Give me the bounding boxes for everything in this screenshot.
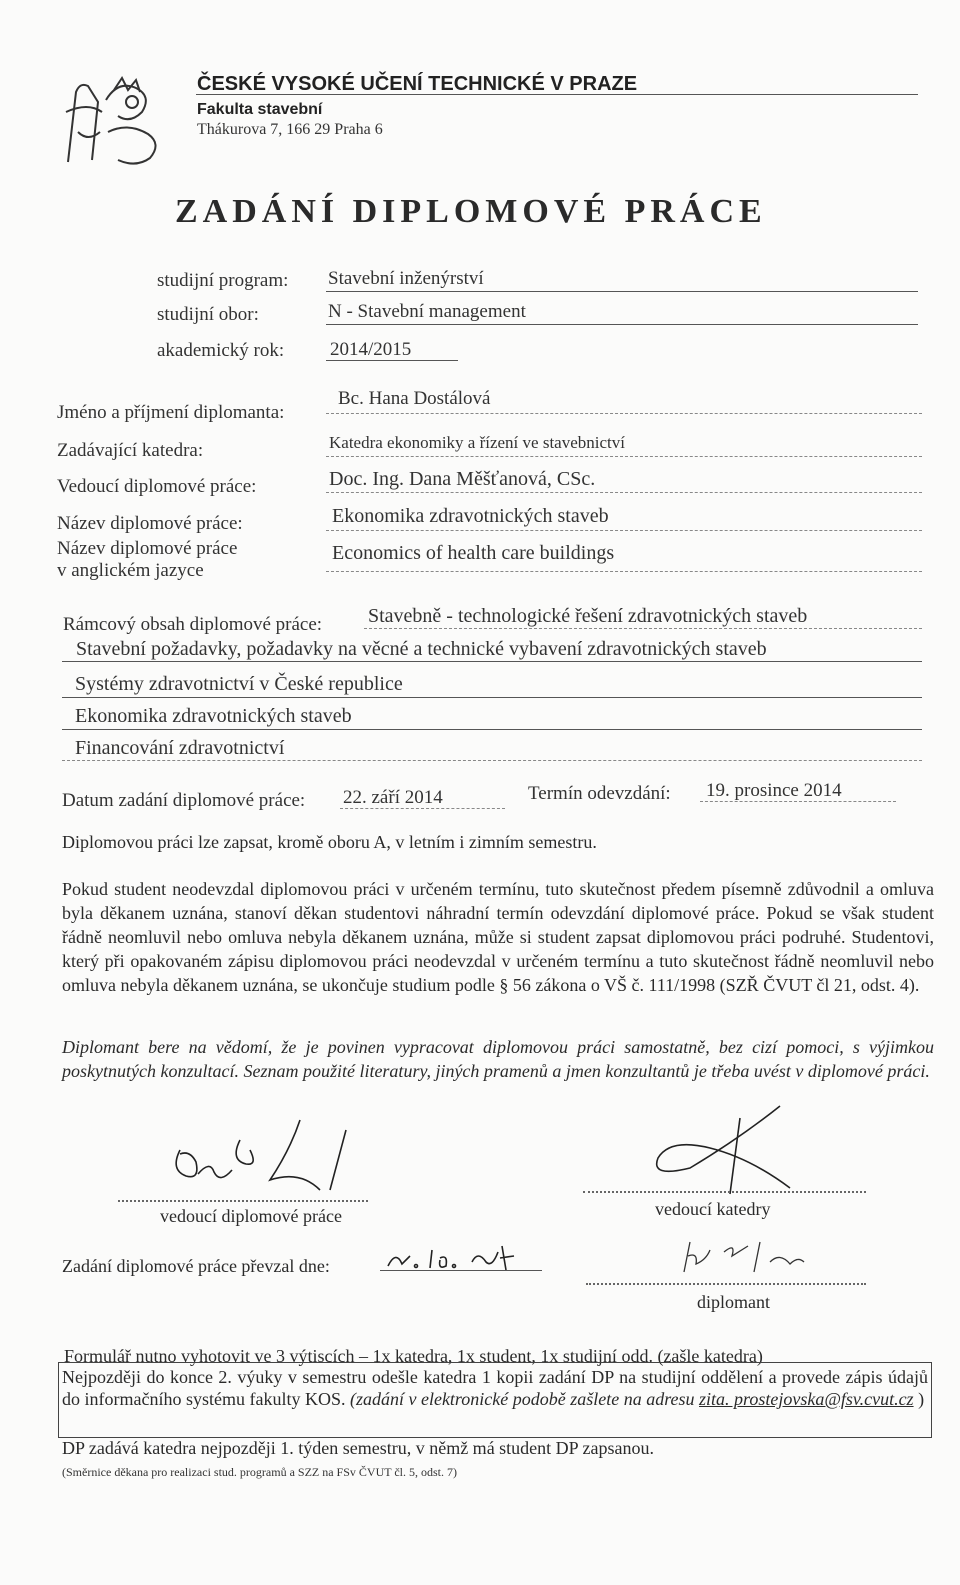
rules-paragraph: Pokud student neodevzdal diplomovou práci v určeném termínu, tuto skutečnost předem písemně zdůvodnil a omluva byla děkanem uznána, stanoví děkan studentovi náhradní termín odevzdání diplomové práce. Pokud se však student řádně neomluvil nebo omluva nebyla děkanem uznána, může si student zapsat diplomovou práci podruhé. Studentovi, který při opakovaném zápisu diplomovou práci neodevzdal v určeném termínu a tuto skutečnost řádně neomluvil nebo omluva nebyla děkanem uznána, se ukončuje studium podle § 56 zákona o VŠ č. 111/1998 (SZŘ ČVUT čl 21, odst. 4).: [62, 879, 934, 995]
received-date-rule: [380, 1270, 542, 1271]
head-signature: [640, 1098, 810, 1198]
framework-label: Rámcový obsah diplomové práce:: [63, 614, 323, 635]
field-label-student: Jméno a příjmení diplomanta:: [57, 402, 285, 423]
semester-note: DP zadává katedra nejpozději 1. týden semestru, v němž má student DP zapsanou.: [62, 1438, 654, 1458]
supervisor-signature-line: [118, 1200, 368, 1202]
field-label-supervisor: Vedoucí diplomové práce:: [57, 476, 257, 497]
field-value-program: Stavební inženýrství: [328, 268, 484, 289]
head-caption: vedoucí katedry: [655, 1199, 771, 1219]
supervisor-signature: [150, 1110, 370, 1200]
field-label-thesis-title: Název diplomové práce:: [57, 513, 243, 534]
field-value-thesis-title-en: Economics of health care buildings: [332, 542, 615, 564]
assigned-date-label: Datum zadání diplomové práce:: [62, 790, 306, 811]
framework-line-1: Stavebně - technologické řešení zdravotnických staveb: [368, 605, 808, 627]
field-value-year: 2014/2015: [330, 339, 412, 360]
footer-box-main: Nejpozději do konce 2. výuky v semestru odešle katedra 1 kopii zadání DP na studijní oddělení a provede zápis údajů do informačního systému fakulty KOS.: [62, 1367, 928, 1409]
framework-line-4: Ekonomika zdravotnických staveb: [75, 705, 352, 727]
field-label-program: studijní program:: [157, 270, 289, 291]
field-rule-major: [326, 324, 918, 325]
field-rule-department: [326, 456, 922, 457]
directive-note: (Směrnice děkana pro realizaci stud. programů a SZZ na FSv ČVUT čl. 5, odst. 7): [62, 1465, 458, 1479]
field-value-supervisor: Doc. Ing. Dana Měšťanová, CSc.: [329, 468, 596, 490]
received-label: Zadání diplomové práce převzal dne:: [62, 1256, 330, 1276]
footer-box-text: [62, 1366, 928, 1410]
header-rule: [196, 94, 918, 95]
framework-rule-1: [364, 628, 922, 629]
supervisor-caption: vedoucí diplomové práce: [160, 1206, 342, 1226]
footer-email-link[interactable]: zita. prostejovska@fsv.cvut.cz: [699, 1389, 914, 1409]
framework-rule-5: [62, 760, 922, 761]
field-rule-year: [326, 360, 458, 361]
assigned-date-rule: [340, 808, 505, 809]
framework-line-2: Stavební požadavky, požadavky na věcné a technické vybavení zdravotnických staveb: [76, 638, 767, 660]
field-value-major: N - Stavební management: [328, 301, 526, 322]
university-name: ČESKÉ VYSOKÉ UČENÍ TECHNICKÉ V PRAZE: [197, 73, 638, 95]
footer-box-italic: (zadání v elektronické podobě zašlete na adresu: [349, 1389, 695, 1409]
copies-note: Formulář nutno vyhotovit ve 3 výtiscích – 1x katedra, 1x student, 1x studijní odd. (zašle katedra): [64, 1346, 763, 1366]
field-label-department: Zadávající katedra:: [57, 440, 204, 461]
faculty-address: Thákurova 7, 166 29 Praha 6: [197, 121, 383, 138]
acknowledgement-paragraph: Diplomant bere na vědomí, že je povinen vypracovat diplomovou práci samostatně, bez cizí pomoci, s výjimkou poskytnutých konzultací. Seznam použité literatury, jiných pramenů a jmen konzultantů je třeba uvést v diplomové práci.: [62, 1037, 934, 1081]
faculty-name: Fakulta stavební: [197, 101, 323, 118]
footer-box-close: ): [918, 1389, 925, 1409]
field-value-thesis-title: Ekonomika zdravotnických staveb: [332, 505, 609, 527]
deadline-label: Termín odevzdání:: [528, 783, 671, 804]
registration-note: Diplomovou práci lze zapsat, kromě oboru A, v letním i zimním semestru.: [62, 832, 597, 852]
field-rule-thesis-title-en: [326, 571, 922, 572]
head-signature-line: [583, 1191, 866, 1193]
student-signature: [680, 1232, 830, 1277]
framework-rule-3: [62, 697, 922, 698]
field-label-year: akademický rok:: [157, 340, 285, 361]
field-label-thesis-title-en: Název diplomové práce: [57, 538, 238, 559]
student-signature-line: [586, 1283, 866, 1285]
field-label-major: studijní obor:: [157, 304, 259, 325]
deadline-rule: [700, 801, 896, 802]
page-title: ZADÁNÍ DIPLOMOVÉ PRÁCE: [175, 193, 767, 230]
assigned-date-value: 22. září 2014: [343, 787, 443, 808]
framework-rule-2: [62, 661, 922, 662]
field-value-department: Katedra ekonomiky a řízení ve stavebnictví: [329, 433, 625, 452]
university-logo: [58, 72, 178, 172]
framework-line-5: Financování zdravotnictví: [75, 737, 285, 759]
student-caption: diplomant: [697, 1292, 770, 1312]
field-rule-thesis-title: [326, 530, 922, 531]
framework-rule-4: [62, 729, 922, 730]
framework-line-3: Systémy zdravotnictví v České republice: [75, 673, 403, 695]
field-label-thesis-title-en-2: v anglickém jazyce: [57, 560, 204, 581]
field-rule-supervisor: [326, 492, 922, 493]
field-value-student: Bc. Hana Dostálová: [338, 388, 491, 409]
field-rule-student: [326, 413, 922, 414]
deadline-value: 19. prosince 2014: [706, 780, 842, 801]
field-rule-program: [326, 291, 918, 292]
